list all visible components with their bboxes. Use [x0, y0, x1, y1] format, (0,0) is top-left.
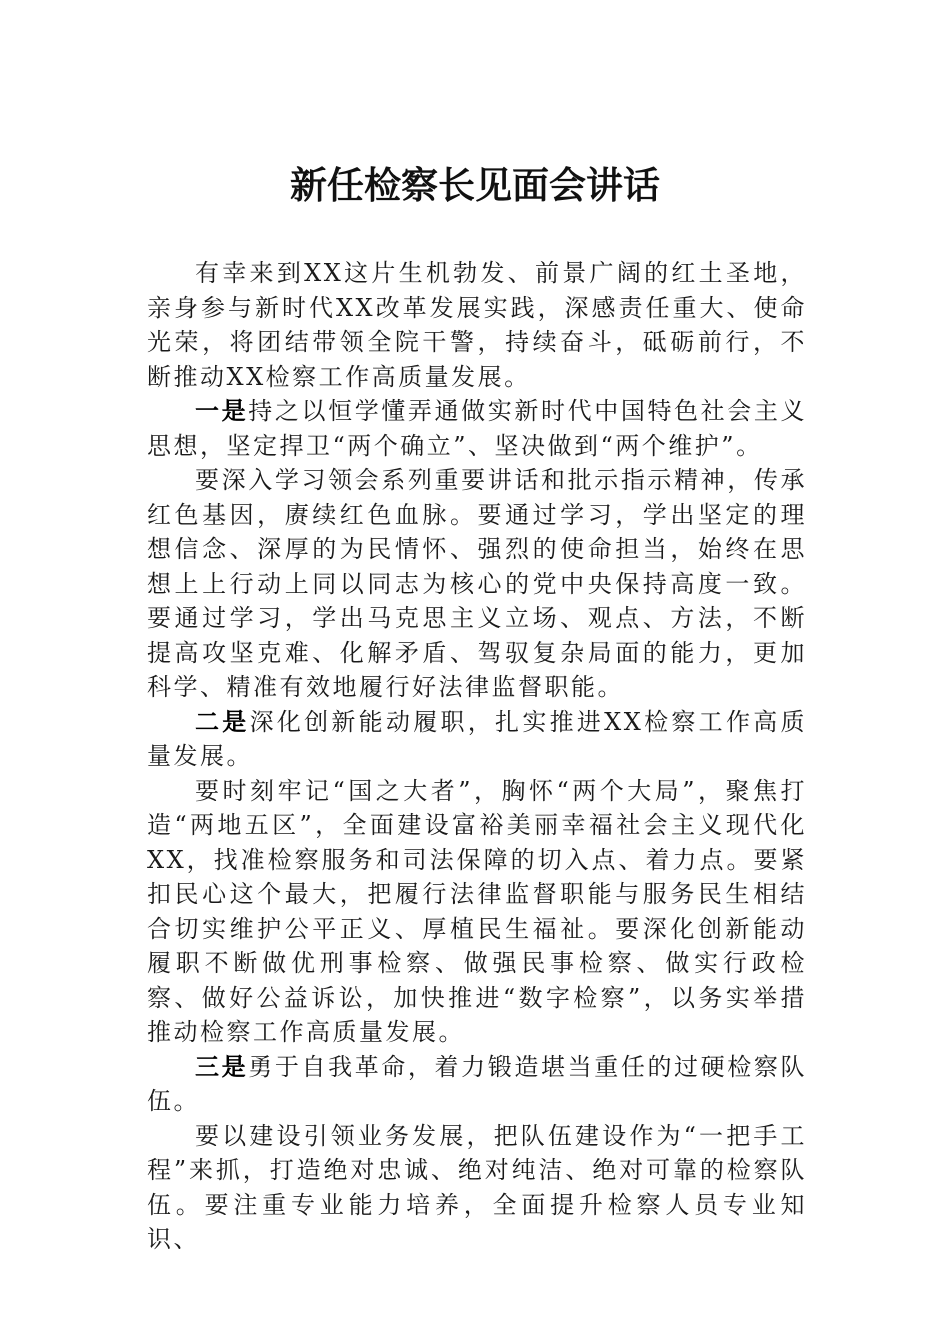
paragraph-point-three [147, 1050, 807, 1119]
document-title: 新任检察长见面会讲话 [290, 163, 660, 207]
paragraph-point-three-detail [147, 1119, 807, 1257]
paragraph-point-two [147, 705, 807, 774]
paragraph-point-one [147, 394, 807, 463]
paragraph-point-one-detail [147, 463, 807, 705]
document-body [147, 256, 807, 1257]
paragraph-lead: 一是 [195, 396, 249, 425]
paragraph-point-two-detail [147, 774, 807, 1050]
paragraph-text: 持之以恒学懂弄通做实新时代中国特色社会主义思想，坚定捍卫“两个确立”、坚决做到“两个维护”。 [147, 397, 808, 460]
paragraph-lead: 二是 [195, 706, 250, 736]
paragraph-intro [147, 256, 807, 394]
paragraph-text: 要时刻牢记“国之大者”，胸怀“两个大局”，聚焦打造“两地五区”，全面建设富裕美丽幸福社会主义现代化XX，找准检察服务和司法保障的切入点、着力点。要紧扣民心这个最大，把履行法律监督职能与服务民生相结合切实维护公平正义、厚植民生福祉。要深化创新能动履职不断做优刑事检察、做强民事检察、做实行政检察、做好公益诉讼，加快推进“数字检察”，以务实举措推动检察工作高质量发展。 [147, 776, 807, 1046]
paragraph-text: 深化创新能动履职，扎实推进XX检察工作高质量发展。 [147, 707, 808, 770]
paragraph-text: 要以建设引领业务发展，把队伍建设作为“一把手工程”来抓，打造绝对忠诚、绝对纯洁、绝对可靠的检察队伍。要注重专业能力培养，全面提升检察人员专业知识、 [147, 1121, 807, 1253]
paragraph-lead: 三是 [195, 1051, 249, 1081]
paragraph-text: 勇于自我革命，着力锻造堪当重任的过硬检察队伍。 [147, 1052, 808, 1115]
paragraph-text: 有幸来到XX这片生机勃发、前景广阔的红土圣地，亲身参与新时代XX改革发展实践，深感责任重大、使命光荣，将团结带领全院干警，持续奋斗，砥砺前行，不断推动XX检察工作高质量发展。 [147, 259, 807, 391]
paragraph-text: 要深入学习领会系列重要讲话和批示指示精神，传承红色基因，赓续红色血脉。要通过学习，学出坚定的理想信念、深厚的为民情怀、强烈的使命担当，始终在思想上上行动上同以同志为核心的党中央保持高度一致。要通过学习，学出马克思主义立场、观点、方法，不断提高攻坚克难、化解矛盾、驾驭复杂局面的能力，更加科学、精准有效地履行好法律监督职能。 [147, 466, 807, 701]
